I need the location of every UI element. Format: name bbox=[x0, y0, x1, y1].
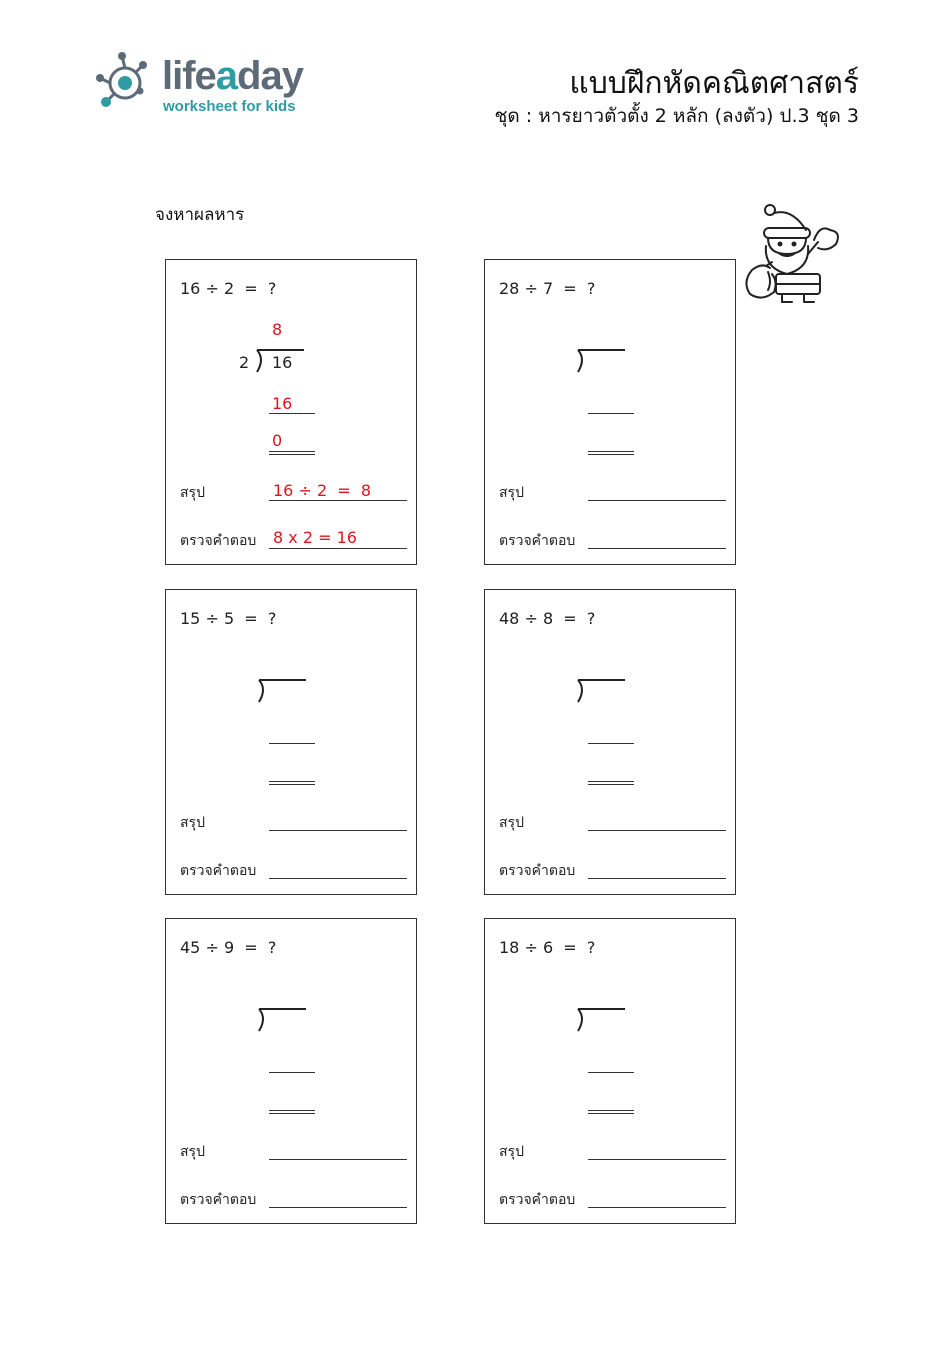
summary-answer-line bbox=[588, 830, 726, 831]
problem-box-6 bbox=[484, 918, 736, 1224]
subtraction-line bbox=[269, 743, 315, 744]
check-label: ตรวจคำตอบ bbox=[180, 1192, 257, 1208]
remainder-answer: 0 bbox=[272, 431, 283, 450]
long-division-bracket bbox=[575, 1004, 627, 1032]
remainder-line-top bbox=[269, 451, 315, 452]
summary-label: สรุป bbox=[180, 815, 205, 831]
long-division-bracket bbox=[256, 1004, 308, 1032]
long-division-bracket bbox=[575, 675, 627, 703]
logo-word-life: life bbox=[162, 54, 216, 98]
question-text: 28 ÷ 7 = ? bbox=[499, 279, 596, 298]
remainder-line-bottom bbox=[588, 784, 634, 785]
quotient-answer: 8 bbox=[272, 320, 283, 339]
check-label: ตรวจคำตอบ bbox=[499, 1192, 576, 1208]
question-text: 15 ÷ 5 = ? bbox=[180, 609, 277, 628]
question-text: 45 ÷ 9 = ? bbox=[180, 938, 277, 957]
question-text: 16 ÷ 2 = ? bbox=[180, 279, 277, 298]
page-subtitle: ชุด : หารยาวตัวตั้ง 2 หลัก (ลงตัว) ป.3 ชุด 3 bbox=[494, 105, 859, 127]
check-answer-line bbox=[269, 878, 407, 879]
subtraction-line bbox=[588, 1072, 634, 1073]
problem-box-1 bbox=[165, 259, 417, 565]
logo-word-a: a bbox=[215, 54, 238, 98]
remainder-line-top bbox=[269, 1110, 315, 1111]
summary-answer-line bbox=[588, 1159, 726, 1160]
remainder-line-bottom bbox=[269, 784, 315, 785]
question-text: 18 ÷ 6 = ? bbox=[499, 938, 596, 957]
summary-answer: 16 ÷ 2 = 8 bbox=[273, 481, 372, 500]
summary-answer-line bbox=[269, 1159, 407, 1160]
check-label: ตรวจคำตอบ bbox=[499, 533, 576, 549]
check-label: ตรวจคำตอบ bbox=[180, 533, 257, 549]
remainder-line-bottom bbox=[588, 1113, 634, 1114]
summary-label: สรุป bbox=[180, 1144, 205, 1160]
remainder-line-bottom bbox=[269, 454, 315, 455]
summary-label: สรุป bbox=[499, 815, 524, 831]
subtraction-line bbox=[269, 413, 315, 414]
instruction-text: จงหาผลหาร bbox=[155, 205, 245, 225]
summary-label: สรุป bbox=[499, 485, 524, 501]
check-answer-line bbox=[588, 548, 726, 549]
logo-tagline: worksheet for kids bbox=[163, 98, 296, 115]
molecule-icon bbox=[95, 50, 161, 116]
long-division-bracket bbox=[256, 675, 308, 703]
subtraction-line bbox=[269, 1072, 315, 1073]
check-label: ตรวจคำตอบ bbox=[180, 863, 257, 879]
dividend: 16 bbox=[272, 353, 293, 372]
remainder-line-top bbox=[269, 781, 315, 782]
check-answer-line bbox=[588, 878, 726, 879]
problem-box-4 bbox=[484, 589, 736, 895]
problem-box-2 bbox=[484, 259, 736, 565]
subtraction-line bbox=[588, 413, 634, 414]
check-answer-line bbox=[269, 1207, 407, 1208]
logo-word-day: day bbox=[237, 54, 303, 98]
divisor: 2 bbox=[239, 353, 250, 372]
logo-wordmark bbox=[162, 54, 303, 98]
check-answer-line bbox=[269, 548, 407, 549]
problem-box-3 bbox=[165, 589, 417, 895]
remainder-line-bottom bbox=[269, 1113, 315, 1114]
remainder-line-bottom bbox=[588, 454, 634, 455]
summary-answer-line bbox=[269, 500, 407, 501]
summary-label: สรุป bbox=[180, 485, 205, 501]
page-title: แบบฝึกหัดคณิตศาสตร์ bbox=[569, 66, 859, 101]
product-answer: 16 bbox=[272, 394, 293, 413]
summary-answer-line bbox=[588, 500, 726, 501]
remainder-line-top bbox=[588, 781, 634, 782]
subtraction-line bbox=[588, 743, 634, 744]
check-label: ตรวจคำตอบ bbox=[499, 863, 576, 879]
summary-answer-line bbox=[269, 830, 407, 831]
check-answer: 8 x 2 = 16 bbox=[273, 528, 357, 547]
remainder-line-top bbox=[588, 451, 634, 452]
check-answer-line bbox=[588, 1207, 726, 1208]
remainder-line-top bbox=[588, 1110, 634, 1111]
summary-label: สรุป bbox=[499, 1144, 524, 1160]
problem-box-5 bbox=[165, 918, 417, 1224]
question-text: 48 ÷ 8 = ? bbox=[499, 609, 596, 628]
long-division-bracket bbox=[575, 345, 627, 373]
lifeaday-logo bbox=[95, 50, 335, 120]
santa-illustration bbox=[742, 202, 848, 308]
